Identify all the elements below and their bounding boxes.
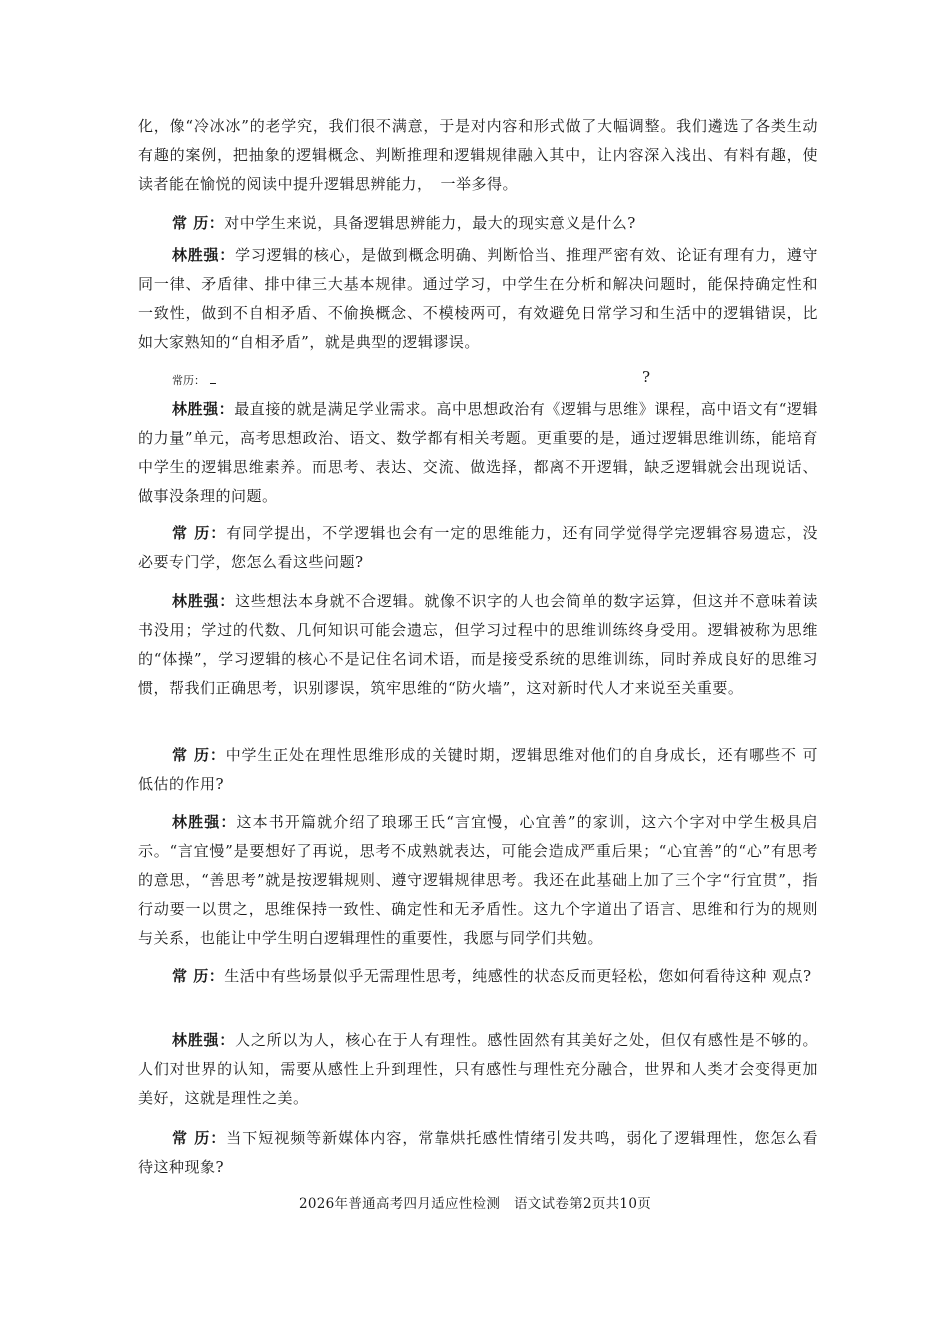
paragraph-text: 当下短视频等新媒体内容，常靠烘托感性情绪引发共鸣，弱化了逻辑理性，您怎么看 待这种现象?: [138, 1129, 818, 1176]
answer-paragraph: [138, 395, 818, 511]
paragraph-text: 对中学生来说，具备逻辑思辨能力，最大的现实意义是什么?: [224, 214, 636, 232]
speaker-label: 常 历：: [172, 524, 227, 542]
speaker-label: 林胜强：: [172, 400, 235, 418]
answer-paragraph: [138, 1026, 818, 1113]
question-paragraph: [138, 962, 818, 991]
speaker-label: 林胜强：: [172, 813, 237, 831]
fill-in-blank-question: [172, 368, 822, 390]
question-paragraph: [138, 519, 818, 577]
question-mark: ?: [642, 368, 651, 386]
paragraph-text: 这本书开篇就介绍了琅琊王氏“言宜慢，心宜善”的家训，这六个字对中学生极具启示。“言宜慢”是要想好了再说，思考不成熟就表达，可能会造成严重后果；“心宜善”的“心”有思考的意思，“善思考”就是按逻辑规则、遵守逻辑规律思考。我还在此基础上加了三个字“行宜贯”，指行动要一以贯之，思维保持一致性、确定性和无矛盾性。这九个字道出了语言、思维和行为的规则与关系，也能让中学生明白逻辑理性的重要性，我愿与同学们共勉。: [138, 813, 818, 947]
paragraph-text: 化，像“冷冰冰”的老学究，我们很不满意，于是对内容和形式做了大幅调整。我们遴选了各类生动有趣的案例，把抽象的逻辑概念、判断推理和逻辑规律融入其中，让内容深入浅出、有料有趣，使读者能在愉悦的阅读中提升逻辑思辨能力， 一举多得。: [138, 117, 818, 193]
speaker-label: 常 历：: [172, 746, 226, 764]
speaker-label: 林胜强：: [172, 246, 236, 264]
question-paragraph: [138, 741, 818, 799]
speaker-label: 常历：: [172, 374, 205, 387]
speaker-label: 常 历：: [172, 214, 225, 232]
question-paragraph: [138, 1124, 818, 1182]
answer-blank: [210, 383, 216, 384]
question-paragraph: [138, 209, 818, 238]
speaker-label: 林胜强：: [172, 592, 236, 610]
speaker-label: 林胜强：: [172, 1031, 236, 1049]
paragraph-text: 学习逻辑的核心，是做到概念明确、判断恰当、推理严密有效、论证有理有力，遵守同一律、矛盾律、排中律三大基本规律。通过学习，中学生在分析和解决问题时，能保持确定性和一致性，做到不自相矛盾、不偷换概念、不模棱两可，有效避免日常学习和生活中的逻辑错误，比如大家熟知的“自相矛盾”，就是典型的逻辑谬误。: [138, 246, 818, 351]
paragraph-continuation: [138, 112, 818, 199]
answer-paragraph: [138, 587, 818, 703]
paragraph-text: 最直接的就是满足学业需求。高中思想政治有《逻辑与思维》课程，高中语文有“逻辑的力量”单元，高考思想政治、语文、数学都有相关考题。更重要的是，通过逻辑思维训练，能培育中学生的逻辑思维素养。而思考、表达、交流、做选择，都离不开逻辑，缺乏逻辑就会出现说话、做事没条理的问题。: [138, 400, 818, 505]
paragraph-text: 人之所以为人，核心在于人有理性。感性固然有其美好之处，但仅有感性是不够的。人们对世界的认知，需要从感性上升到理性，只有感性与理性充分融合，世界和人类才会变得更加美好，这就是理性之美。: [138, 1031, 818, 1107]
answer-paragraph: [138, 241, 818, 357]
paragraph-text: 生活中有些场景似乎无需理性思考，纯感性的状态反而更轻松，您如何看待这种 观点?: [224, 967, 812, 985]
paragraph-text: 有同学提出，不学逻辑也会有一定的思维能力，还有同学觉得学完逻辑容易遗忘，没 必要专门学，您怎么看这些问题?: [138, 524, 818, 571]
paragraph-text: 这些想法本身就不合逻辑。就像不识字的人也会简单的数字运算，但这并不意味着读书没用；学过的代数、几何知识可能会遗忘，但学习过程中的思维训练终身受用。逻辑被称为思维的“体操”，学习逻辑的核心不是记住名词术语，而是接受系统的思维训练，同时养成良好的思维习惯，帮我们正确思考，识别谬误，筑牢思维的“防火墙”，这对新时代人才来说至关重要。: [138, 592, 818, 697]
speaker-label: 常 历：: [172, 1129, 227, 1147]
paragraph-text: 中学生正处在理性思维形成的关键时期，逻辑思维对他们的自身成长，还有哪些不 可低估的作用?: [138, 746, 818, 793]
page-footer: 2026年普通高考四月适应性检测 语文试卷第2页共10页: [298, 1196, 652, 1212]
answer-paragraph: [138, 808, 818, 953]
speaker-label: 常 历：: [172, 967, 225, 985]
